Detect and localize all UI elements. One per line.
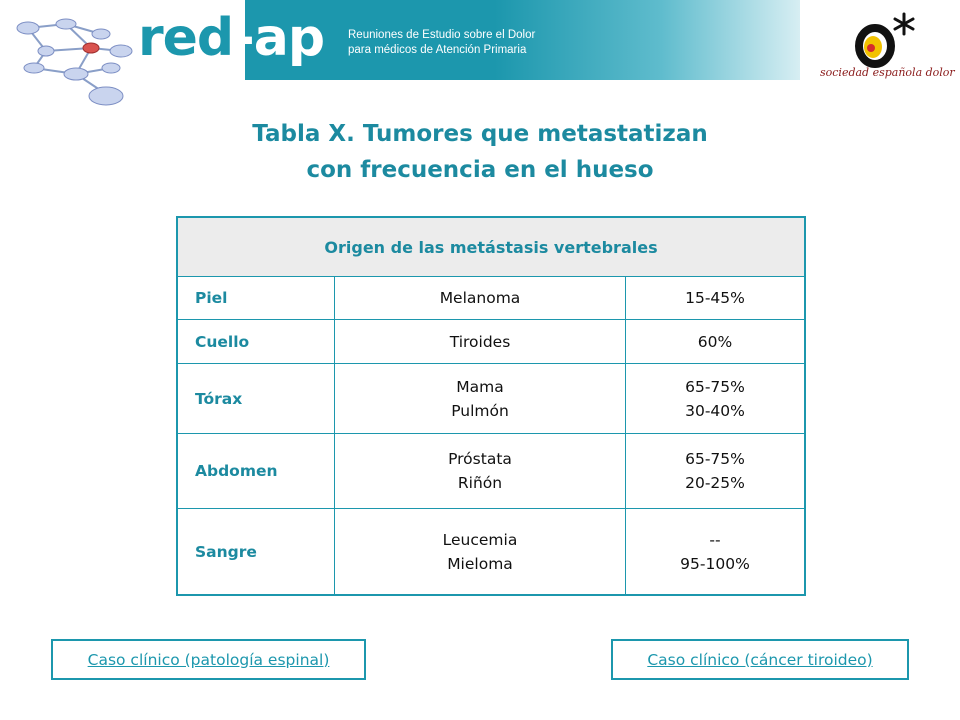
percent-value: 65-75% — [685, 377, 745, 396]
percent-value: 15-45% — [685, 289, 745, 307]
society-name: sociedad española dolor — [820, 66, 955, 79]
tumor-name: Pulmón — [451, 401, 509, 420]
percent-value: 60% — [697, 332, 733, 351]
percent-value: 30-40% — [685, 401, 745, 420]
page-title — [0, 116, 960, 188]
tumor-name: Melanoma — [439, 289, 521, 307]
percent-value: 65-75% — [685, 450, 745, 468]
row-percent — [626, 320, 804, 363]
table-row — [178, 319, 804, 363]
tumor-name: Mama — [456, 377, 504, 396]
tumor-name: Mieloma — [447, 554, 513, 573]
header-banner — [0, 0, 960, 100]
row-tumors — [335, 277, 626, 319]
table-row — [178, 276, 804, 319]
metastasis-table — [176, 216, 806, 596]
row-percent — [626, 434, 804, 508]
tumor-name: Próstata — [448, 450, 512, 468]
row-tumors — [335, 509, 626, 594]
brand-logo-text: red-ap — [138, 8, 325, 68]
table-row — [178, 363, 804, 433]
spinal-case-link[interactable]: Caso clínico (patología espinal) — [87, 650, 330, 669]
banner-subtitle — [348, 28, 535, 58]
row-percent — [626, 364, 804, 433]
percent-value: -- — [709, 530, 721, 549]
spinal-case-link-box — [51, 639, 366, 680]
title-line-1: Tabla X. Tumores que metastatizan — [252, 121, 708, 147]
row-region: Abdomen — [178, 434, 335, 508]
row-tumors — [335, 364, 626, 433]
percent-value: 95-100% — [680, 554, 750, 573]
row-region: Cuello — [178, 320, 335, 363]
table-row — [178, 433, 804, 508]
thyroid-case-link[interactable]: Caso clínico (cáncer tiroideo) — [647, 650, 873, 669]
thyroid-case-link-box — [611, 639, 909, 680]
row-percent — [626, 277, 804, 319]
row-tumors — [335, 320, 626, 363]
tumor-name: Riñón — [457, 474, 503, 492]
network-logo-icon — [6, 6, 141, 106]
table-header: Origen de las metástasis vertebrales — [178, 218, 804, 276]
percent-value: 20-25% — [685, 474, 745, 492]
table-row — [178, 508, 804, 594]
row-region: Sangre — [178, 509, 335, 594]
title-line-2: con frecuencia en el hueso — [306, 157, 654, 183]
subtitle-line-2: para médicos de Atención Primaria — [348, 44, 527, 56]
row-percent — [626, 509, 804, 594]
tumor-name: Tiroides — [449, 332, 511, 351]
subtitle-line-1: Reuniones de Estudio sobre el Dolor — [348, 29, 536, 41]
tumor-name: Leucemia — [442, 530, 518, 549]
row-region: Piel — [178, 277, 335, 319]
row-tumors — [335, 434, 626, 508]
row-region: Tórax — [178, 364, 335, 433]
society-logo-icon — [818, 8, 948, 94]
